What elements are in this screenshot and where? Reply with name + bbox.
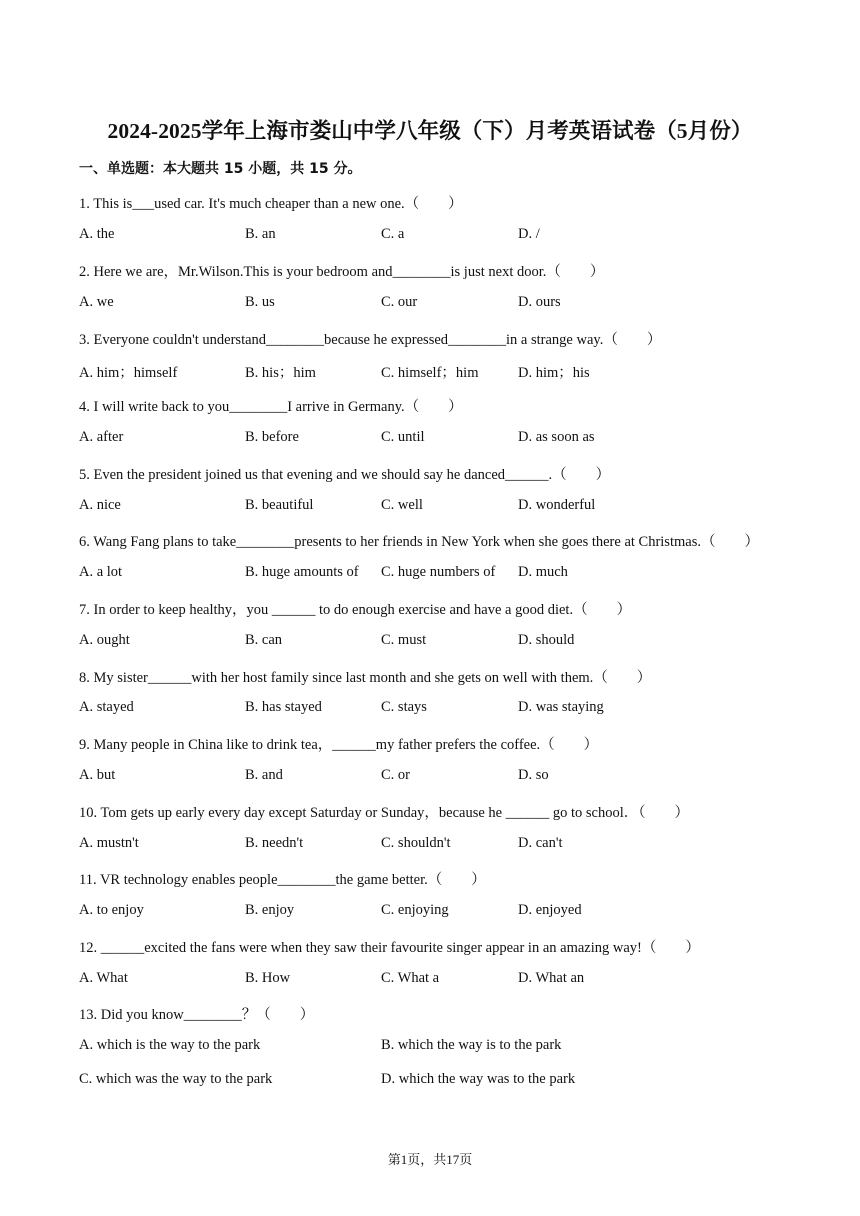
option-b: B. How <box>245 970 291 986</box>
option-c: C. must <box>381 632 427 648</box>
option-a: A. ought <box>79 632 130 648</box>
option-d: D. / <box>518 226 540 242</box>
section-heading: 一、单选题：本大题共 15 小题，共 15 分。 <box>79 161 362 177</box>
page-footer: 第1页，共17页 <box>387 1152 473 1167</box>
option-b: B. his；him <box>245 365 316 381</box>
option-b: B. enjoy <box>245 902 295 918</box>
option-a: A. which is the way to the park <box>79 1037 261 1053</box>
option-a: A. the <box>79 226 115 242</box>
question-stem: 3. Everyone couldn't understand________because he expressed________in a strange way.（ ） <box>79 332 662 348</box>
option-d: D. enjoyed <box>518 902 582 918</box>
option-c: C. What a <box>381 970 440 986</box>
question-stem: 10. Tom gets up early every day except Saturday or Sunday，because he ______ go to school．（ ） <box>79 805 689 821</box>
option-c: C. until <box>381 429 425 445</box>
question-stem: 5. Even the president joined us that evening and we should say he danced______.（ ） <box>79 467 611 483</box>
option-c: C. or <box>381 767 410 783</box>
option-a: A. him；himself <box>79 365 178 381</box>
option-c: C. enjoying <box>381 902 449 918</box>
option-c: C. shouldn't <box>381 835 451 851</box>
option-c: C. stays <box>381 699 427 715</box>
option-b: B. and <box>245 767 283 783</box>
option-d: D. was staying <box>518 699 604 715</box>
option-b: B. before <box>245 429 299 445</box>
option-d: D. him；his <box>518 365 590 381</box>
option-c: C. our <box>381 294 418 310</box>
option-a: A. nice <box>79 497 121 513</box>
option-a: A. What <box>79 970 128 986</box>
option-b: B. huge amounts of <box>245 564 359 580</box>
option-a: A. mustn't <box>79 835 139 851</box>
question-stem: 1. This is___used car. It's much cheaper than a new one.（ ） <box>79 196 463 212</box>
option-d: D. wonderful <box>518 497 596 513</box>
option-c: C. himself；him <box>381 365 479 381</box>
option-b: B. can <box>245 632 283 648</box>
question-stem: 8. My sister______with her host family since last month and she gets on well with them.（ ） <box>79 670 652 686</box>
option-d: D. should <box>518 632 575 648</box>
option-d: D. so <box>518 767 549 783</box>
option-d: D. much <box>518 564 568 580</box>
option-a: A. after <box>79 429 124 445</box>
option-b: B. beautiful <box>245 497 314 513</box>
question-stem: 12. ______excited the fans were when they saw their favourite singer appear in an amazing way!（ ） <box>79 940 700 956</box>
question-stem: 4. I will write back to you________I arrive in Germany.（ ） <box>79 399 463 415</box>
option-a: A. to enjoy <box>79 902 144 918</box>
option-a: A. we <box>79 294 114 310</box>
option-a: A. a lot <box>79 564 123 580</box>
option-d: D. What an <box>518 970 585 986</box>
option-c: C. which was the way to the park <box>79 1071 273 1087</box>
exam-title: 2024-2025学年上海市娄山中学八年级（下）月考英语试卷（5月份） <box>107 119 753 143</box>
option-b: B. an <box>245 226 276 242</box>
option-d: D. can't <box>518 835 563 851</box>
option-d: D. as soon as <box>518 429 595 445</box>
option-a: A. but <box>79 767 116 783</box>
question-stem: 2. Here we are，Mr.Wilson.This is your bedroom and________is just next door.（ ） <box>79 264 605 280</box>
question-stem: 13. Did you know________？（ ） <box>79 1007 315 1023</box>
option-d: D. ours <box>518 294 561 310</box>
question-stem: 9. Many people in China like to drink tea，______my father prefers the coffee.（ ） <box>79 737 599 753</box>
option-b: B. which the way is to the park <box>381 1037 562 1053</box>
question-stem: 6. Wang Fang plans to take________presents to her friends in New York when she goes there at Christmas.（ ） <box>79 534 759 550</box>
option-b: B. needn't <box>245 835 304 851</box>
option-a: A. stayed <box>79 699 134 715</box>
option-b: B. us <box>245 294 275 310</box>
option-c: C. well <box>381 497 423 513</box>
option-d: D. which the way was to the park <box>381 1071 576 1087</box>
option-b: B. has stayed <box>245 699 322 715</box>
option-c: C. huge numbers of <box>381 564 496 580</box>
question-stem: 7. In order to keep healthy，you ______ to do enough exercise and have a good diet.（ ） <box>79 602 632 618</box>
question-stem: 11. VR technology enables people________the game better.（ ） <box>79 872 486 888</box>
option-c: C. a <box>381 226 405 242</box>
